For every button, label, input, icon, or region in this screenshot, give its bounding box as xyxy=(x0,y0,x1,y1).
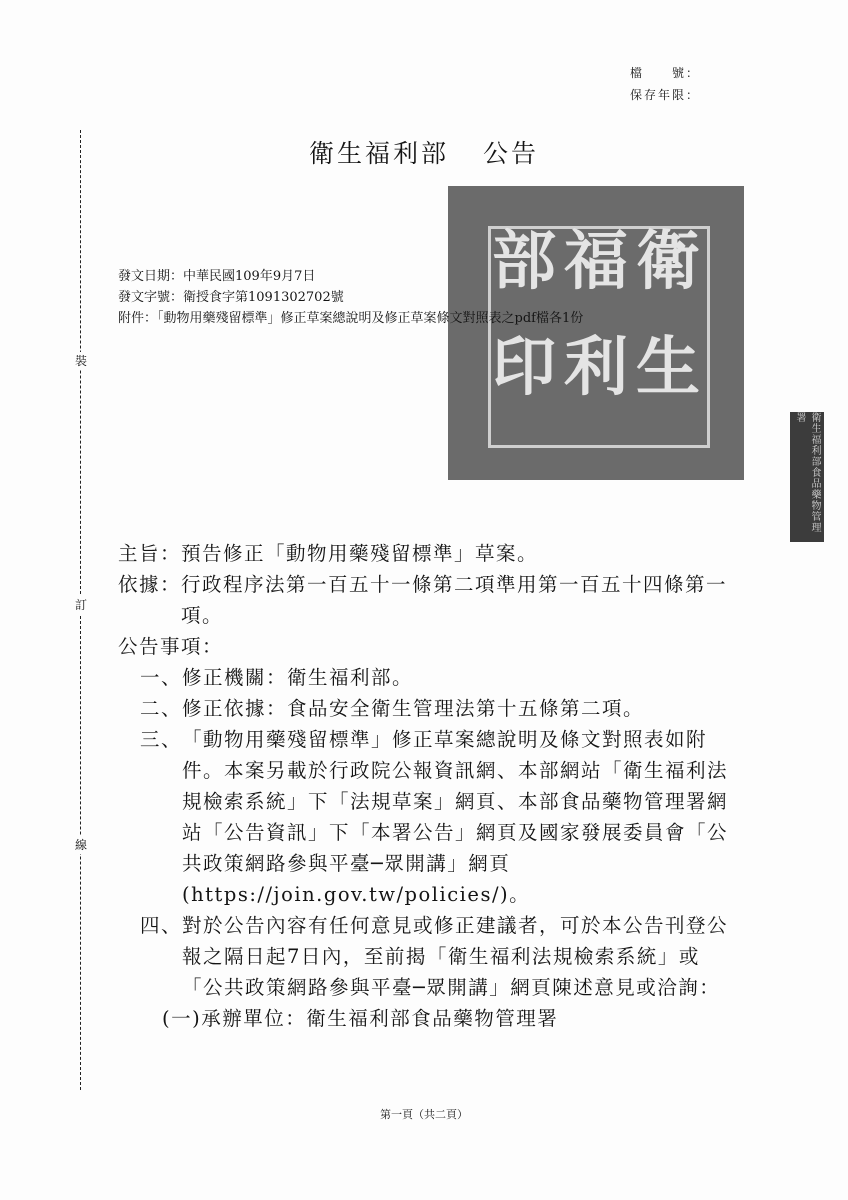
attachment-note: 附件：「動物用藥殘留標準」修正草案總說明及修正草案條文對照表之pdf檔各1份 xyxy=(118,311,584,326)
notice-item-text: 「動物用藥殘留標準」修正草案總說明及條文對照表如附件。本案另載於行政院公報資訊網、本部網站「衛生福利法規檢索系統」下「法規草案」網頁、本部食品藥物管理署網站「公告資訊」下「本署公告」網頁及國家發展委員會「公共政策網路參與平臺─眾開講」網頁(https://join.gov.tw/policies/)。 xyxy=(182,728,729,906)
notice-item xyxy=(118,693,738,724)
notice-item xyxy=(118,910,738,1003)
notice-item xyxy=(118,662,738,693)
document-number: 發文字號：衛授食字第1091302702號 xyxy=(118,290,344,305)
header-meta xyxy=(630,62,700,106)
side-seal-stamp: 衛生福利部食品藥物管理署 xyxy=(790,412,824,542)
notice-item xyxy=(118,724,738,910)
binding-mark-ding: 訂 xyxy=(72,596,90,614)
notice-sub-item xyxy=(118,1003,738,1034)
subject-row xyxy=(118,538,738,569)
binding-mark-zhuang: 裝 xyxy=(72,352,90,370)
notice-heading: 公告事項： xyxy=(118,635,224,658)
official-seal-stamp xyxy=(448,186,744,480)
notice-item-label: 三、 xyxy=(140,728,183,751)
binding-mark-xian: 線 xyxy=(72,836,90,854)
notice-item-label: 一、 xyxy=(140,666,183,689)
notice-item-label: 四、 xyxy=(140,914,183,937)
notice-item-text: 修正依據：食品安全衛生管理法第十五條第二項。 xyxy=(182,697,645,720)
document-body xyxy=(118,538,738,1034)
seal-char: 衛 xyxy=(636,224,700,299)
issue-date: 發文日期：中華民國109年9月7日 xyxy=(118,269,316,284)
page-number-footer: 第一頁（共二頁） xyxy=(380,1108,468,1121)
seal-char: 部 xyxy=(492,224,556,299)
retention-period-label: 保存年限： xyxy=(629,88,700,102)
subject-text: 預告修正「動物用藥殘留標準」草案。 xyxy=(181,542,539,565)
notice-sub-item-text: 承辦單位：衛生福利部食品藥物管理署 xyxy=(201,1007,559,1030)
file-number-label: 檔 號： xyxy=(629,66,700,80)
document-meta xyxy=(118,266,583,329)
seal-char: 利 xyxy=(564,330,628,405)
document-type: 公告 xyxy=(483,139,540,168)
notice-item-label: 二、 xyxy=(140,697,183,720)
seal-char: 印 xyxy=(492,330,556,405)
page-title xyxy=(0,134,848,170)
basis-row xyxy=(118,569,738,631)
agency-name: 衛生福利部 xyxy=(308,139,449,168)
seal-char: 生 xyxy=(636,330,700,405)
subject-label: 主旨： xyxy=(118,542,182,565)
notice-sub-item-label: (一) xyxy=(162,1007,202,1030)
basis-label: 依據： xyxy=(118,573,182,596)
notice-item-text: 對於公告內容有任何意見或修正建議者，可於本公告刊登公報之隔日起7日內，至前揭「衛生福利法規檢索系統」或「公共政策網路參與平臺─眾開講」網頁陳述意見或洽詢： xyxy=(182,914,729,999)
seal-char: 福 xyxy=(564,224,628,299)
notice-item-text: 修正機關：衛生福利部。 xyxy=(182,666,414,689)
basis-text: 行政程序法第一百五十一條第二項準用第一百五十四條第一項。 xyxy=(181,573,728,627)
